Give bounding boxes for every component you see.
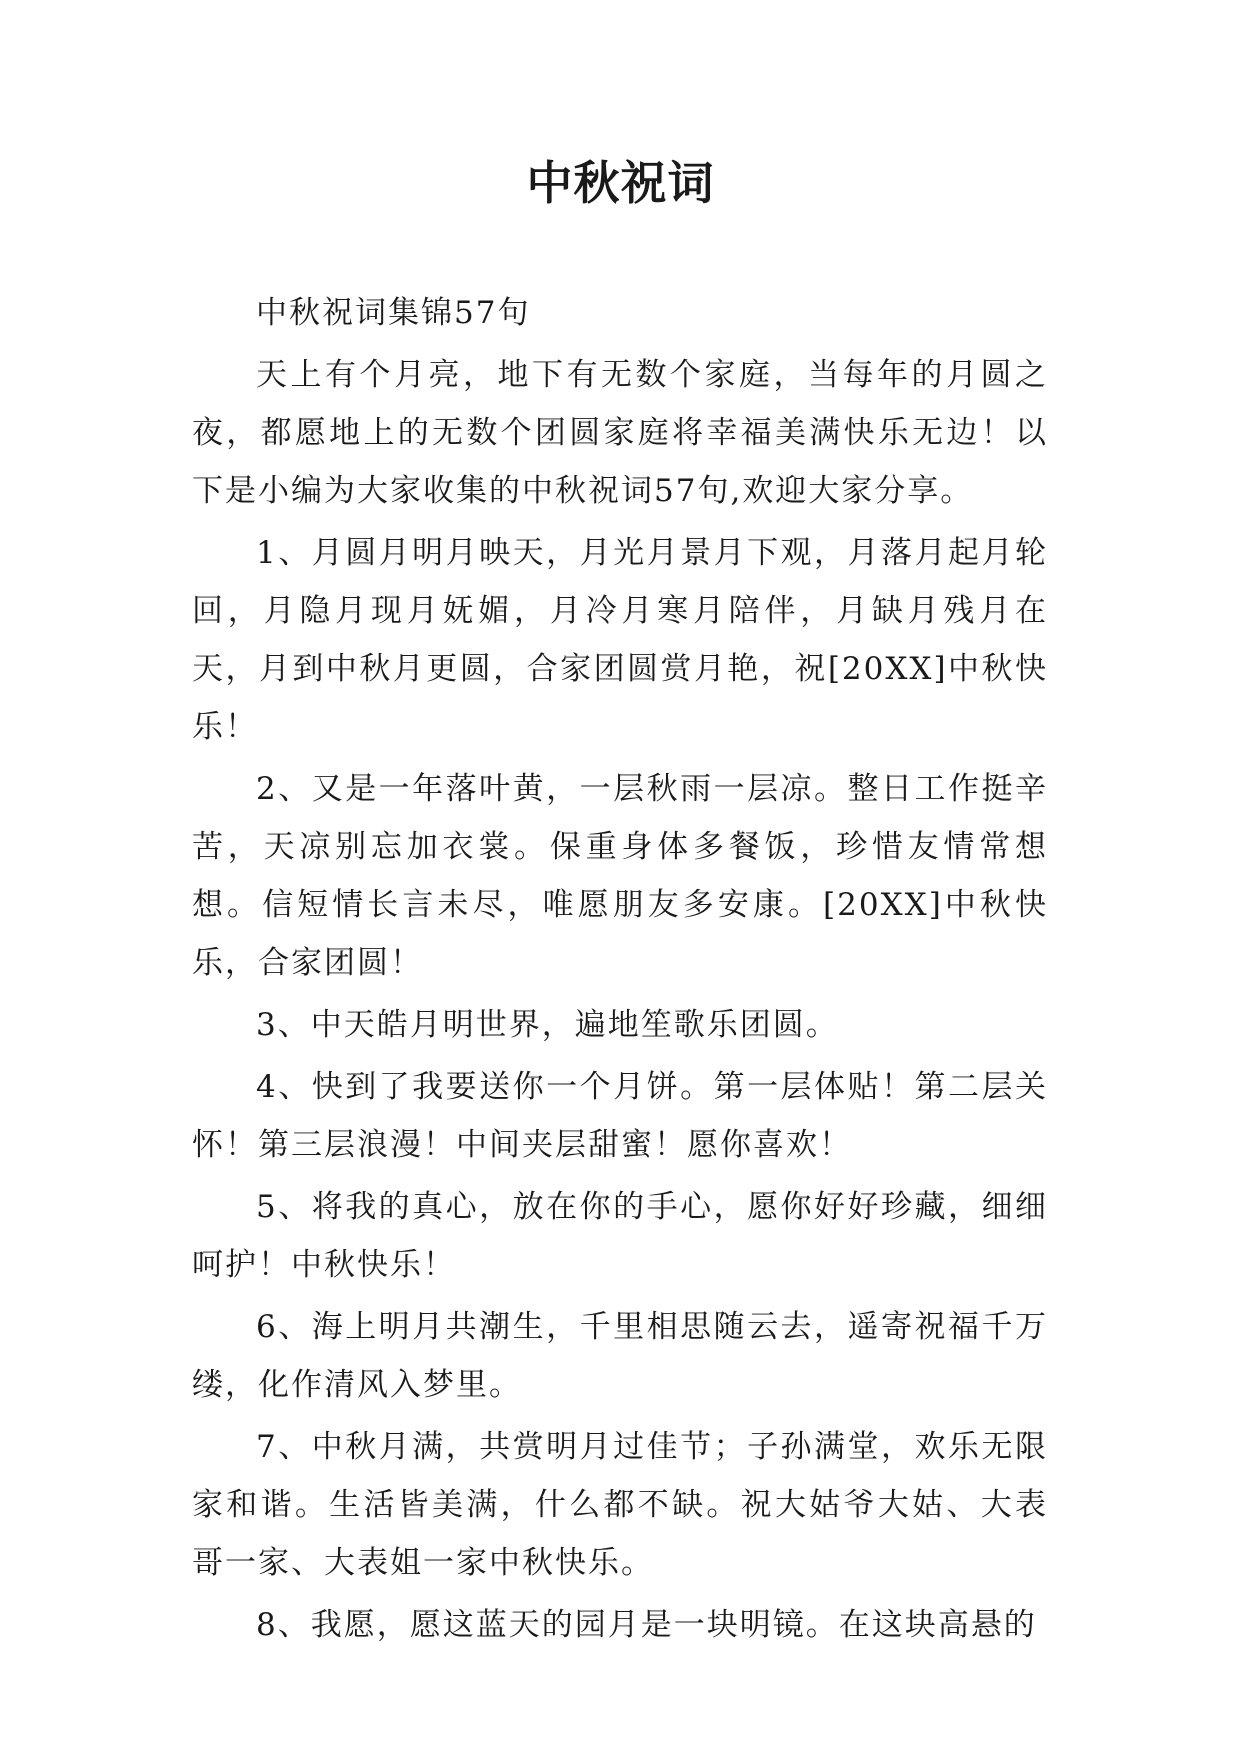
document-body — [192, 284, 1048, 1658]
paragraph-subtitle: 中秋祝词集锦57句 — [256, 295, 531, 331]
paragraph-item-6: 6、海上明月共潮生，千里相思随云去，遥寄祝福千万缕，化作清风入梦里。 — [192, 1309, 1048, 1403]
paragraph-item-1: 1、月圆月明月映天，月光月景月下观，月落月起月轮回，月隐月现月妩媚，月冷月寒月陪伴，月缺月残月在天，月到中秋月更圆，合家团圆赏月艳，祝[20XX]中秋快乐！ — [192, 535, 1048, 745]
paragraph-item-2: 2、又是一年落叶黄，一层秋雨一层凉。整日工作挺辛苦，天凉别忘加衣裳。保重身体多餐饭，珍惜友情常想想。信短情长言未尽，唯愿朋友多安康。[20XX]中秋快乐，合家团圆！ — [192, 771, 1048, 981]
paragraph-item-7: 7、中秋月满，共赏明月过佳节；子孙满堂，欢乐无限家和谐。生活皆美满，什么都不缺。祝大姑爷大姑、大表哥一家、大表姐一家中秋快乐。 — [192, 1429, 1048, 1581]
paragraph-intro: 天上有个月亮，地下有无数个家庭，当每年的月圆之夜，都愿地上的无数个团圆家庭将幸福美满快乐无边！以下是小编为大家收集的中秋祝词57句,欢迎大家分享。 — [192, 357, 1048, 509]
paragraph-item-8: 8、我愿，愿这蓝天的园月是一块明镜。在这块高悬的 — [256, 1607, 1037, 1643]
paragraph-item-3: 3、中天皓月明世界，遍地笙歌乐团圆。 — [256, 1007, 839, 1043]
document-title: 中秋祝词 — [526, 156, 715, 210]
paragraph-item-5: 5、将我的真心，放在你的手心，愿你好好珍藏，细细呵护！中秋快乐！ — [192, 1189, 1048, 1283]
paragraph-item-4: 4、快到了我要送你一个月饼。第一层体贴！第二层关怀！第三层浪漫！中间夹层甜蜜！愿你喜欢！ — [192, 1069, 1048, 1163]
